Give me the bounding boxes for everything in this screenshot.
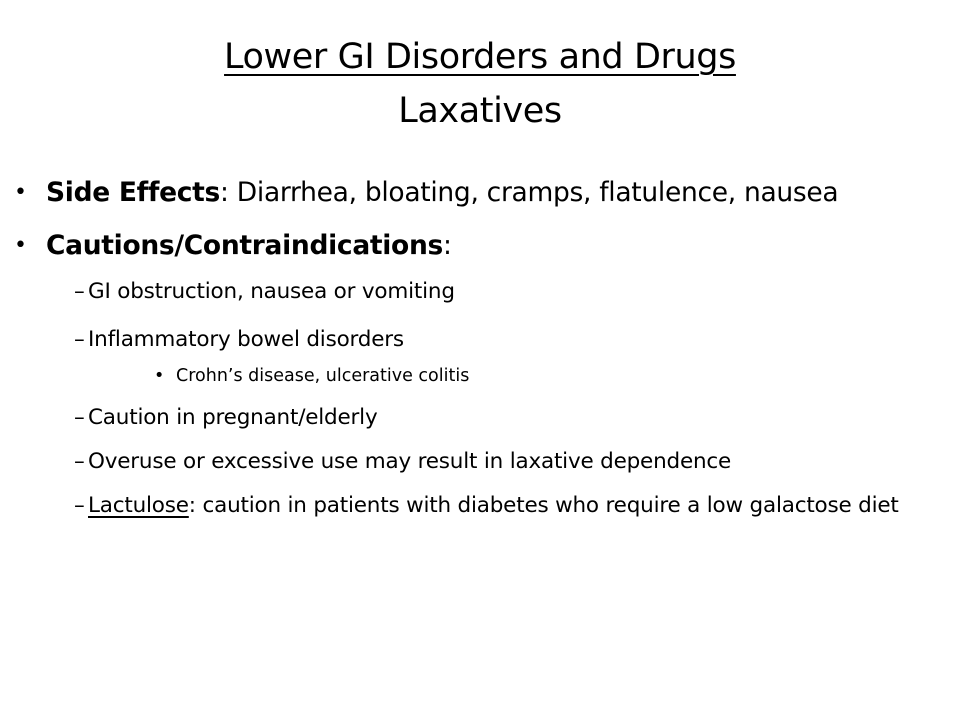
dash-icon: –	[74, 279, 85, 304]
sub-item-pregnant	[46, 403, 936, 433]
sub-item-overuse	[46, 447, 936, 477]
dash-icon: –	[74, 449, 85, 474]
slide-body	[14, 168, 936, 521]
bullet-icon: •	[14, 233, 27, 258]
sub-item-text: Overuse or excessive use may result in laxative dependence	[88, 449, 732, 474]
lactulose-text: : caution in patients with diabetes who require a low galactose diet	[188, 493, 899, 518]
title-main: Lower GI Disorders and Drugs	[224, 37, 736, 77]
sub-item-text: Inflammatory bowel disorders	[88, 327, 404, 352]
slide-title	[0, 30, 960, 138]
dash-icon: –	[74, 493, 85, 518]
dash-icon: –	[74, 405, 85, 430]
bullet-cautions	[14, 228, 936, 263]
title-subtitle: Laxatives	[398, 91, 562, 131]
side-effects-label: Side Effects	[46, 177, 221, 208]
cautions-label: Cautions/Contraindications	[46, 230, 443, 261]
bullet-icon: •	[14, 180, 27, 205]
sub-item-inflammatory	[46, 325, 936, 355]
dash-icon: –	[74, 327, 85, 352]
sub-sub-item-crohns	[46, 363, 936, 389]
bullet-side-effects	[14, 175, 936, 210]
cautions-colon: :	[443, 230, 452, 261]
lactulose-label: Lactulose	[88, 493, 189, 518]
sub-item-lactulose	[46, 491, 936, 521]
bullet-icon: •	[154, 366, 165, 386]
sub-item-text: GI obstruction, nausea or vomiting	[88, 279, 455, 304]
sub-item-text: Caution in pregnant/elderly	[88, 405, 378, 430]
sub-sub-item-text: Crohn’s disease, ulcerative colitis	[176, 366, 470, 386]
side-effects-text: : Diarrhea, bloating, cramps, flatulence, nausea	[220, 177, 839, 208]
sub-item-gi-obstruction	[46, 277, 936, 307]
